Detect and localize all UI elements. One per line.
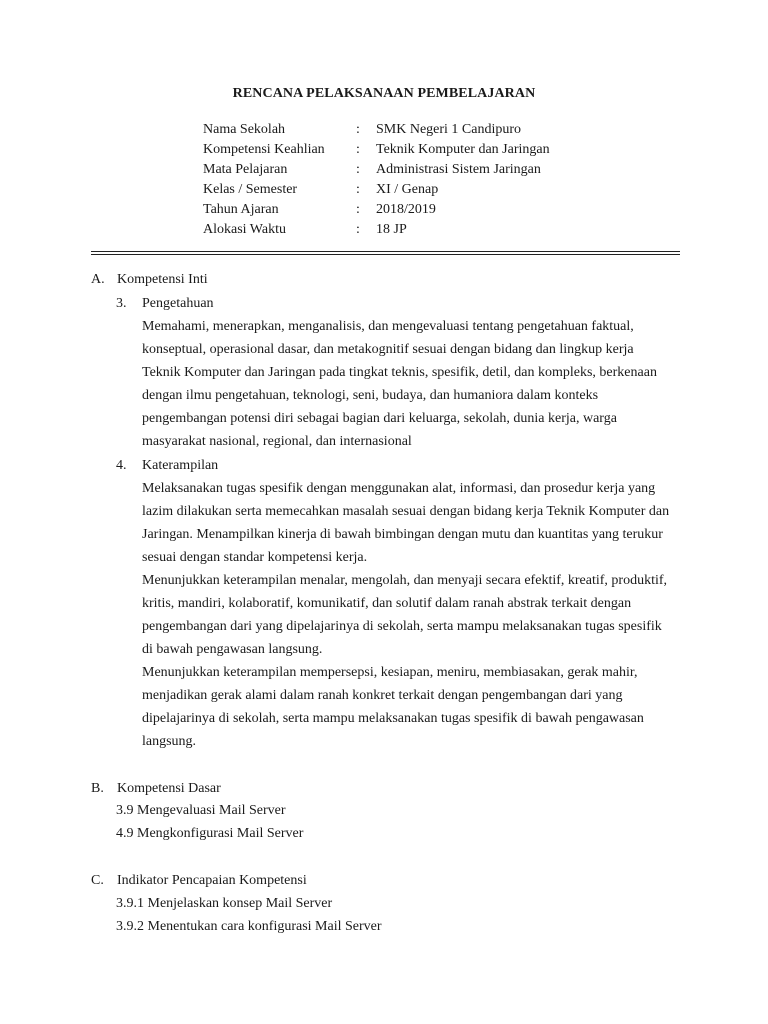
page-title: RENCANA PELAKSANAAN PEMBELAJARAN: [232, 86, 536, 101]
info-colon: :: [356, 162, 360, 177]
section-a-heading: [91, 268, 208, 291]
paragraph-line: Memahami, menerapkan, menganalisis, dan mengevaluasi tentang pengetahuan faktual,: [142, 319, 634, 334]
paragraph-line: menjadikan gerak alami dalam ranah konkret terkait dengan pengembangan dari yang: [142, 688, 623, 703]
info-value: 2018/2019: [376, 202, 436, 217]
sub-heading-pengetahuan: [116, 292, 214, 315]
paragraph-line: langsung.: [142, 734, 197, 749]
paragraph-line: Teknik Komputer dan Jaringan pada tingkat teknis, spesifik, detil, dan kompleks, berkenaan: [142, 365, 657, 380]
sub-heading-katerampilan: [116, 454, 218, 477]
paragraph-line: Jaringan. Menampilkan kinerja di bawah bimbingan dengan mutu dan kuantitas yang terukur: [142, 527, 663, 542]
section-letter: B.: [91, 781, 104, 796]
info-label: Nama Sekolah: [203, 122, 286, 137]
kd-item: 3.9 Mengevaluasi Mail Server: [116, 803, 286, 818]
paragraph-line: lazim dilakukan serta memecahkan masalah sesuai dengan bidang kerja Teknik Komputer dan: [142, 504, 670, 519]
paragraph-line: kritis, mandiri, kolaboratif, komunikatif, dan solutif dalam ranah abstrak terkait dengan: [142, 596, 632, 611]
sub-number: 3.: [116, 296, 127, 311]
info-label: Kelas / Semester: [203, 182, 298, 197]
section-b-heading: [91, 777, 221, 800]
info-colon: :: [356, 142, 360, 157]
paragraph-line: pengembangan dari yang dipelajarinya di sekolah, serta mampu melaksanakan tugas spesifik: [142, 619, 662, 634]
info-label: Kompetensi Keahlian: [203, 142, 325, 157]
paragraph-line: Melaksanakan tugas spesifik dengan menggunakan alat, informasi, dan prosedur kerja yang: [142, 481, 656, 496]
paragraph-line: dipelajarinya di sekolah, serta mampu melaksanakan tugas spesifik di bawah pengawasan: [142, 711, 644, 726]
info-label: Tahun Ajaran: [203, 202, 279, 217]
info-colon: :: [356, 222, 360, 237]
sub-title: Katerampilan: [142, 458, 219, 473]
paragraph-line: sesuai dengan standar kompetensi kerja.: [142, 550, 368, 565]
header-divider-top: [91, 251, 680, 252]
section-letter: C.: [91, 873, 104, 888]
paragraph-katerampilan: [142, 477, 682, 753]
section-title: Indikator Pencapaian Kompetensi: [117, 873, 307, 888]
info-value: Teknik Komputer dan Jaringan: [376, 142, 550, 157]
indicator-item: 3.9.2 Menentukan cara konfigurasi Mail Server: [116, 919, 382, 934]
info-value: SMK Negeri 1 Candipuro: [376, 122, 522, 137]
info-colon: :: [356, 202, 360, 217]
section-title: Kompetensi Inti: [117, 272, 208, 287]
info-colon: :: [356, 122, 360, 137]
section-title: Kompetensi Dasar: [117, 781, 221, 796]
section-c-heading: [91, 869, 307, 892]
info-value: 18 JP: [376, 222, 407, 237]
kd-item: 4.9 Mengkonfigurasi Mail Server: [116, 826, 304, 841]
info-label: Mata Pelajaran: [203, 162, 288, 177]
paragraph-line: masyarakat nasional, regional, dan internasional: [142, 434, 412, 449]
paragraph-line: di bawah pengawasan langsung.: [142, 642, 323, 657]
paragraph-pengetahuan: [142, 315, 682, 453]
sub-title: Pengetahuan: [142, 296, 214, 311]
info-label: Alokasi Waktu: [203, 222, 286, 237]
paragraph-line: dengan ilmu pengetahuan, teknologi, seni, budaya, dan humaniora dalam konteks: [142, 388, 599, 403]
sub-number: 4.: [116, 458, 127, 473]
section-letter: A.: [91, 272, 105, 287]
paragraph-line: Menunjukkan keterampilan mempersepsi, kesiapan, meniru, membiasakan, gerak mahir,: [142, 665, 638, 680]
header-divider-bottom: [91, 254, 680, 255]
info-value: Administrasi Sistem Jaringan: [376, 162, 541, 177]
paragraph-line: Menunjukkan keterampilan menalar, mengolah, dan menyaji secara efektif, kreatif, produktif,: [142, 573, 668, 588]
info-value: XI / Genap: [376, 182, 439, 197]
info-colon: :: [356, 182, 360, 197]
indicator-item: 3.9.1 Menjelaskan konsep Mail Server: [116, 896, 333, 911]
paragraph-line: konseptual, operasional dasar, dan metakognitif sesuai dengan bidang dan lingkup kerja: [142, 342, 634, 357]
paragraph-line: pengembangan potensi diri sebagai bagian dari keluarga, sekolah, dunia kerja, warga: [142, 411, 617, 426]
